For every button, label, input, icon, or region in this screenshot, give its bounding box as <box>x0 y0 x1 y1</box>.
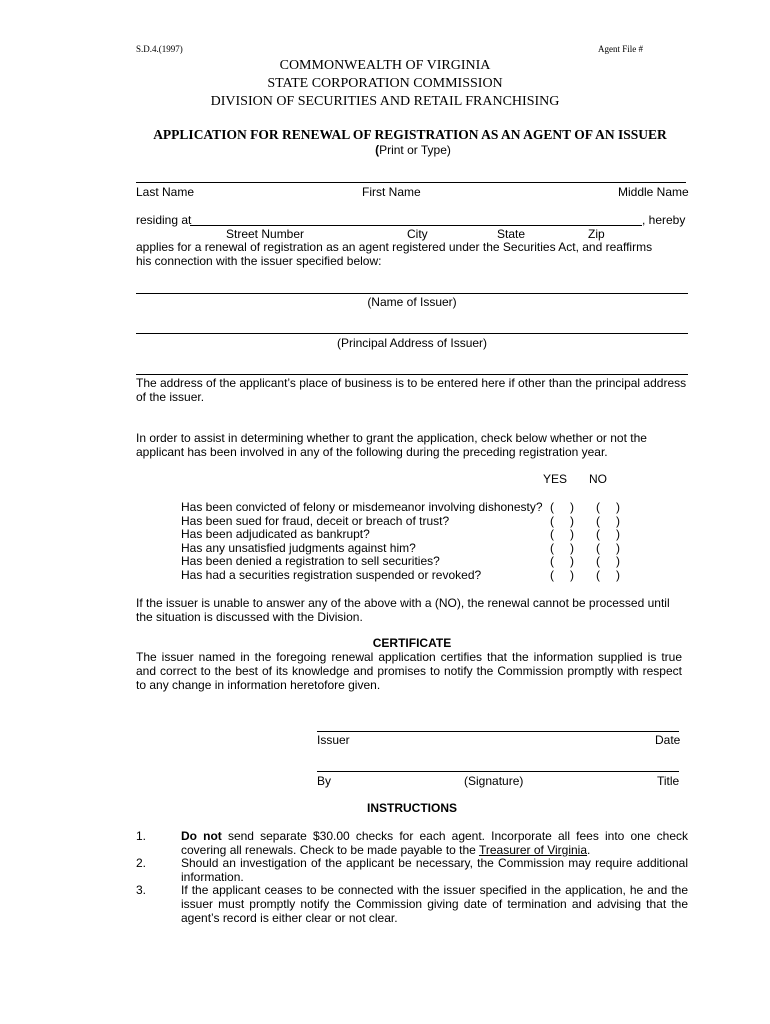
no-checkbox[interactable]: ( ) <box>596 554 620 568</box>
issuer-signature-line[interactable] <box>317 731 679 732</box>
place-of-business-text: The address of the applicant’s place of business is to be entered here if other than the principal address of the issuer. <box>136 376 687 404</box>
signature-label: (Signature) <box>464 774 524 788</box>
zip-label: Zip <box>588 227 605 241</box>
state-label: State <box>497 227 526 241</box>
city-label: City <box>407 227 428 241</box>
residence-address-line[interactable] <box>190 225 642 226</box>
certificate-heading: CERTIFICATE <box>372 636 452 650</box>
instruction-number: 3. <box>136 883 147 897</box>
question-text: Has any unsatisfied judgments against him? <box>181 541 416 555</box>
no-checkbox[interactable]: ( ) <box>596 514 620 528</box>
print-open-paren: ( <box>375 143 380 157</box>
yes-checkbox[interactable]: ( ) <box>550 568 574 582</box>
yes-checkbox[interactable]: ( ) <box>550 554 574 568</box>
yes-checkbox[interactable]: ( ) <box>550 541 574 555</box>
residing-at-label: residing at <box>136 213 192 227</box>
no-checkbox[interactable]: ( ) <box>596 500 620 514</box>
form-code: S.D.4.(1997) <box>136 44 183 54</box>
instruction-item: Should an investigation of the applicant be necessary, the Commission may require additional information. <box>181 856 688 884</box>
question-text: Has had a securities registration suspended or revoked? <box>181 568 482 582</box>
no-checkbox[interactable]: ( ) <box>596 568 620 582</box>
name-line[interactable] <box>136 182 686 183</box>
heading-commission: STATE CORPORATION COMMISSION <box>267 76 503 91</box>
instruction-item: If the applicant ceases to be connected with the issuer specified in the application, he and the issuer must promptly notify the Commission giving date of termination and advising that the agent’s record is either clear or not clear. <box>181 883 688 925</box>
applies-text: applies for a renewal of registration as an agent registered under the Securities Act, and reaffirms his connection with the issuer specified below: <box>136 240 653 268</box>
by-label: By <box>317 774 332 788</box>
question-text: Has been sued for fraud, deceit or breach of trust? <box>181 514 450 528</box>
date-label: Date <box>655 733 681 747</box>
place-of-business-line[interactable] <box>136 374 688 375</box>
hereby-label: , hereby <box>642 213 686 227</box>
question-text: Has been denied a registration to sell securities? <box>181 554 440 568</box>
title-label: Title <box>657 774 680 788</box>
no-checkbox[interactable]: ( ) <box>596 527 620 541</box>
yes-checkbox[interactable]: ( ) <box>550 514 574 528</box>
do-not-emphasis: Do not <box>181 829 222 843</box>
instruction-number: 2. <box>136 856 147 870</box>
middle-name-label: Middle Name <box>618 185 689 199</box>
agent-file-label: Agent File # <box>598 44 643 54</box>
page-title: APPLICATION FOR RENEWAL OF REGISTRATION AS AN AGENT OF AN ISSUER <box>153 127 667 142</box>
issuer-label: Issuer <box>317 733 350 747</box>
issuer-name-line[interactable] <box>136 293 688 294</box>
certificate-text: The issuer named in the foregoing renewal application certifies that the information supplied is true and correct to the best of its knowledge and promises to notify the Commission promptly with respect to any change in information heretofore given. <box>136 650 682 692</box>
question-text: Has been convicted of felony or misdemeanor involving dishonesty? <box>181 500 543 514</box>
print-rest: Print or Type) <box>379 143 451 157</box>
by-signature-line[interactable] <box>317 771 679 772</box>
yes-column-header: YES <box>543 472 568 486</box>
treasurer-of-virginia: Treasurer of Virginia <box>478 843 588 857</box>
first-name-label: First Name <box>362 185 421 199</box>
last-name-label: Last Name <box>136 185 195 199</box>
question-text: Has been adjudicated as bankrupt? <box>181 527 370 541</box>
instruction-number: 1. <box>136 829 147 843</box>
issuer-name-label: (Name of Issuer) <box>367 295 457 309</box>
street-number-label: Street Number <box>226 227 305 241</box>
unable-text: If the issuer is unable to answer any of the above with a (NO), the renewal cannot be processed until the situation is discussed with the Division. <box>136 596 670 624</box>
instructions-heading: INSTRUCTIONS <box>367 801 457 815</box>
issuer-address-line[interactable] <box>136 333 688 334</box>
issuer-address-label: (Principal Address of Issuer) <box>336 336 488 350</box>
yes-checkbox[interactable]: ( ) <box>550 500 574 514</box>
heading-commonwealth: COMMONWEALTH OF VIRGINIA <box>279 58 491 73</box>
assist-text: In order to assist in determining whether to grant the application, check below whether or not the applicant has been involved in any of the following during the preceding registration year. <box>136 431 647 459</box>
no-column-header: NO <box>589 472 607 486</box>
no-checkbox[interactable]: ( ) <box>596 541 620 555</box>
heading-division: DIVISION OF SECURITIES AND RETAIL FRANCHISING <box>210 94 560 109</box>
print-or-type <box>0 143 770 157</box>
instruction-item: Do not send separate $30.00 checks for each agent. Incorporate all fees into one check covering all renewals. Check to be made payable to the Treasurer of Virginia. <box>181 829 688 857</box>
yes-checkbox[interactable]: ( ) <box>550 527 574 541</box>
